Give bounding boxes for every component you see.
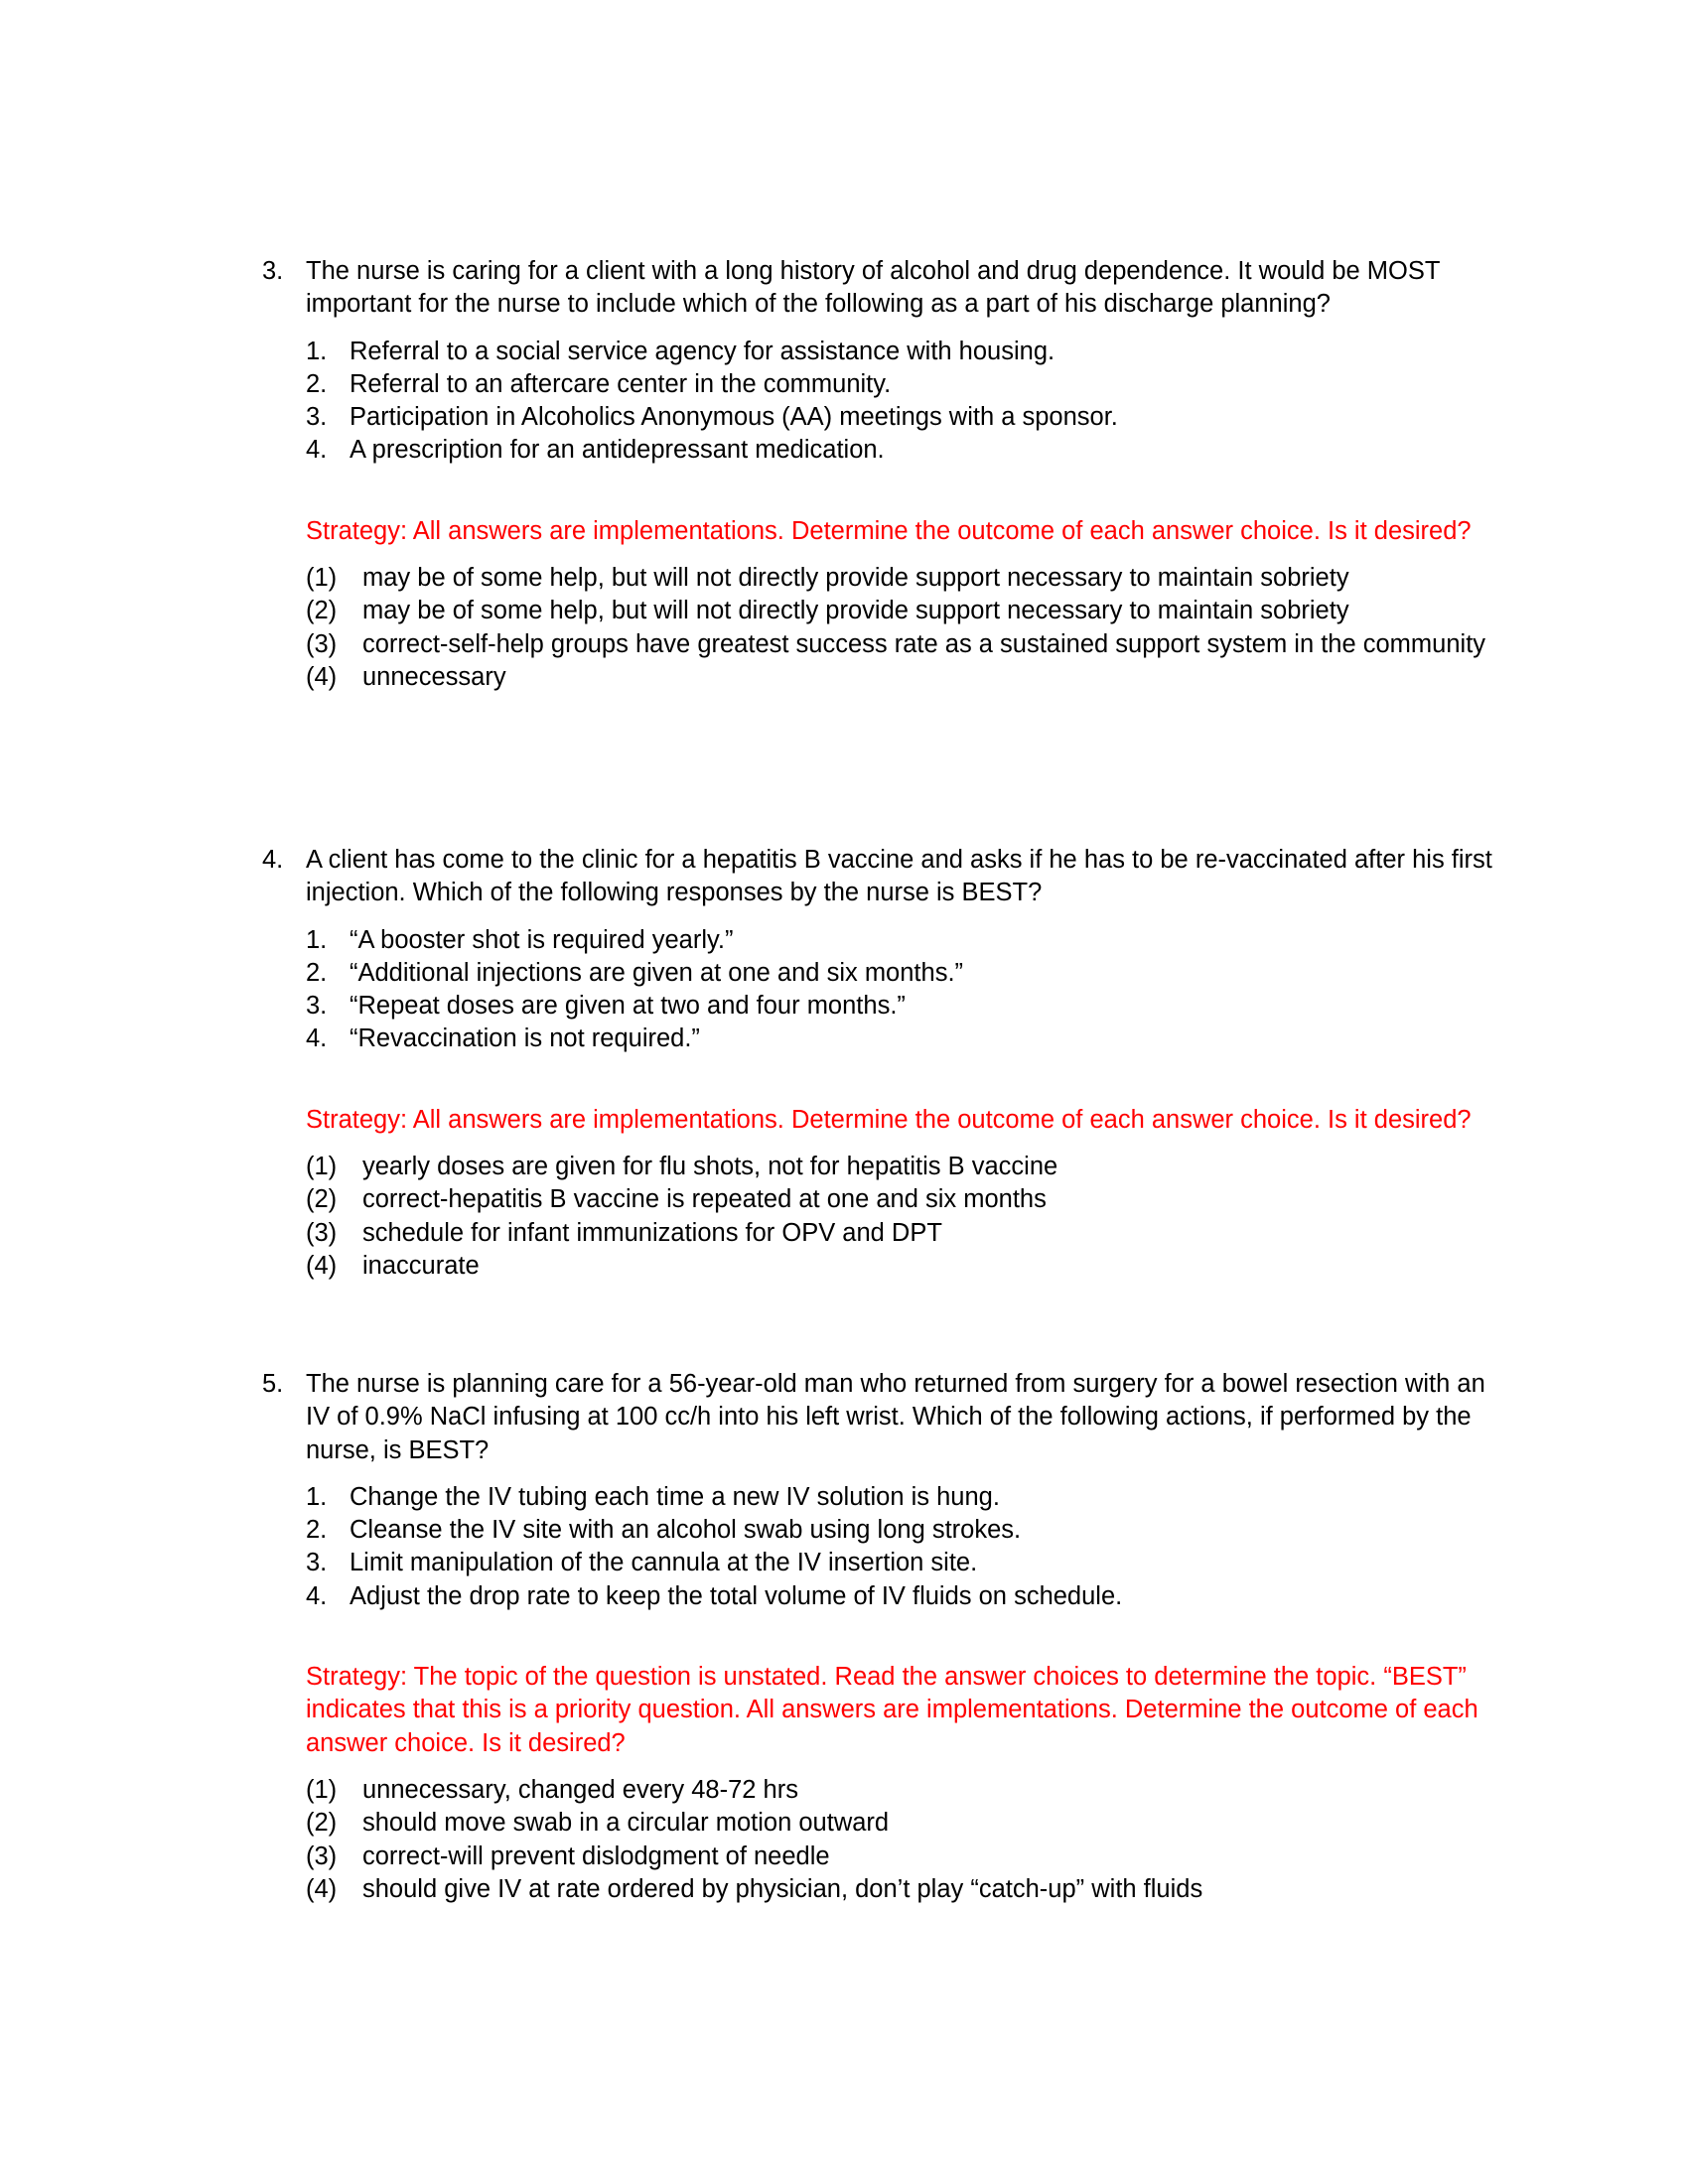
rationale-text: unnecessary <box>362 662 506 691</box>
option-item <box>306 434 1503 467</box>
option-number: 4. <box>306 1024 328 1053</box>
question-number: 5. <box>262 1370 284 1398</box>
rationale-item <box>306 595 1503 627</box>
option-text: Referral to a social service agency for assistance with housing. <box>350 337 1055 365</box>
option-text: Cleanse the IV site with an alcohol swab using long strokes. <box>350 1516 1022 1545</box>
rationale-number: (1) <box>306 1775 338 1804</box>
rationale-text: correct-self-help groups have greatest success rate as a sustained support system in the community <box>362 629 1486 658</box>
option-item <box>306 1514 1503 1547</box>
option-item <box>306 1547 1503 1579</box>
option-item <box>306 336 1503 368</box>
question-stem <box>262 844 1503 910</box>
rationale-item <box>306 1774 1503 1807</box>
rationale-text: should move swab in a circular motion outward <box>362 1809 890 1838</box>
rationale-text: should give IV at rate ordered by physician, don’t play “catch-up” with fluids <box>362 1874 1203 1903</box>
option-text: Adjust the drop rate to keep the total volume of IV fluids on schedule. <box>350 1581 1123 1610</box>
rationale-number: (2) <box>306 1809 338 1838</box>
rationale-number: (1) <box>306 1153 338 1181</box>
rationale-text: schedule for infant immunizations for OPV and DPT <box>362 1218 942 1247</box>
strategy-text: Strategy: All answers are implementations. Determine the outcome of each answer choice. Is it desired? <box>306 1105 1472 1134</box>
option-item <box>306 401 1503 434</box>
question-number: 3. <box>262 257 284 285</box>
option-text: Referral to an aftercare center in the community. <box>350 369 892 398</box>
rationale-item <box>306 1841 1503 1873</box>
rationale-item <box>306 1183 1503 1216</box>
rationale-list <box>306 562 1503 694</box>
option-text: A prescription for an antidepressant medication. <box>350 436 885 465</box>
option-list <box>306 1481 1503 1613</box>
option-item <box>306 1481 1503 1514</box>
option-number: 1. <box>306 337 328 365</box>
rationale-number: (3) <box>306 1842 338 1870</box>
option-item <box>306 924 1503 957</box>
question-block <box>262 255 1503 694</box>
option-text: “Revaccination is not required.” <box>350 1024 700 1053</box>
strategy-text: Strategy: All answers are implementations. Determine the outcome of each answer choice. Is it desired? <box>306 516 1472 545</box>
option-number: 3. <box>306 992 328 1021</box>
rationale-text: correct-will prevent dislodgment of needle <box>362 1842 830 1870</box>
question-text: The nurse is planning care for a 56-year-old man who returned from surgery for a bowel resection with an IV of 0.9% NaCl infusing at 100 cc/h into his left wrist. Which of the following actions, if performed by the nurse, is BEST? <box>306 1370 1485 1464</box>
option-number: 3. <box>306 1549 328 1577</box>
rationale-list <box>306 1151 1503 1283</box>
option-number: 4. <box>306 1581 328 1610</box>
rationale-text: may be of some help, but will not directly provide support necessary to maintain sobriety <box>362 564 1349 593</box>
rationale-text: yearly doses are given for flu shots, not for hepatitis B vaccine <box>362 1153 1058 1181</box>
rationale-item <box>306 562 1503 595</box>
rationale-number: (4) <box>306 1874 338 1903</box>
option-text: “Additional injections are given at one and six months.” <box>350 958 964 987</box>
option-text: “A booster shot is required yearly.” <box>350 925 734 954</box>
option-item <box>306 957 1503 990</box>
option-list <box>306 336 1503 468</box>
rationale-number: (2) <box>306 1185 338 1214</box>
rationale-text: may be of some help, but will not directly provide support necessary to maintain sobriety <box>362 597 1349 625</box>
rationale-item <box>306 1873 1503 1906</box>
question-text: The nurse is caring for a client with a long history of alcohol and drug dependence. It would be MOST important for the nurse to include which of the following as a part of his discharge planning? <box>306 257 1441 319</box>
option-item <box>306 990 1503 1023</box>
rationale-item <box>306 1151 1503 1183</box>
strategy-text: Strategy: The topic of the question is unstated. Read the answer choices to determine the topic. “BEST” indicates that this is a priority question. All answers are implementations. Determine the outcome of each answer choice. Is it desired? <box>306 1663 1478 1757</box>
rationale-text: inaccurate <box>362 1251 480 1280</box>
rationale-number: (1) <box>306 564 338 593</box>
question-block <box>262 844 1503 1283</box>
option-number: 1. <box>306 1482 328 1511</box>
option-text: Limit manipulation of the cannula at the IV insertion site. <box>350 1549 978 1577</box>
option-number: 2. <box>306 958 328 987</box>
option-item <box>306 368 1503 401</box>
option-number: 2. <box>306 369 328 398</box>
rationale-text: unnecessary, changed every 48-72 hrs <box>362 1775 798 1804</box>
option-item <box>306 1023 1503 1055</box>
option-number: 2. <box>306 1516 328 1545</box>
rationale-item <box>306 1250 1503 1283</box>
question-number: 4. <box>262 846 284 874</box>
option-number: 4. <box>306 436 328 465</box>
rationale-list <box>306 1774 1503 1906</box>
rationale-number: (3) <box>306 1218 338 1247</box>
option-text: “Repeat doses are given at two and four months.” <box>350 992 906 1021</box>
rationale-item <box>306 1807 1503 1840</box>
option-number: 1. <box>306 925 328 954</box>
option-list <box>306 924 1503 1056</box>
option-item <box>306 1580 1503 1613</box>
option-number: 3. <box>306 403 328 432</box>
option-text: Participation in Alcoholics Anonymous (AA) meetings with a sponsor. <box>350 403 1118 432</box>
rationale-number: (4) <box>306 662 338 691</box>
question-stem <box>262 255 1503 322</box>
question-text: A client has come to the clinic for a hepatitis B vaccine and asks if he has to be re-vaccinated after his first injection. Which of the following responses by the nurse is BEST? <box>306 846 1492 907</box>
rationale-number: (2) <box>306 597 338 625</box>
question-stem <box>262 1368 1503 1467</box>
option-text: Change the IV tubing each time a new IV solution is hung. <box>350 1482 1000 1511</box>
rationale-item <box>306 628 1503 661</box>
rationale-item <box>306 661 1503 694</box>
question-block <box>262 1368 1503 1906</box>
rationale-number: (3) <box>306 629 338 658</box>
rationale-text: correct-hepatitis B vaccine is repeated at one and six months <box>362 1185 1047 1214</box>
rationale-item <box>306 1217 1503 1250</box>
rationale-number: (4) <box>306 1251 338 1280</box>
